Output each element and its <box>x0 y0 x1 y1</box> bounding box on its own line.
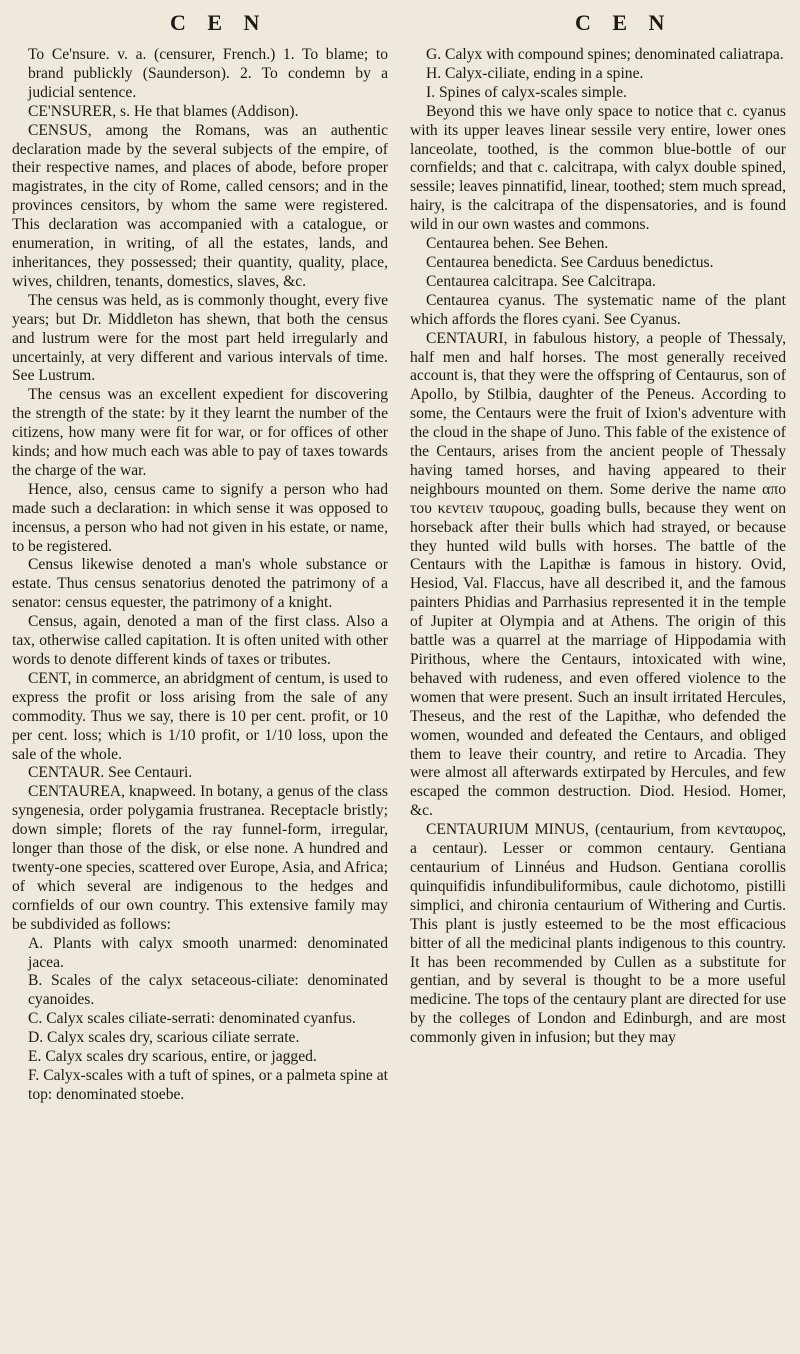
entry-centaurea: CENTAUREA, knapweed. In botany, a genus of the class syngenesia, order polygamia frustranea. Receptacle bristly; down simple; florets of the ray funnel-form, irregular, longer than those of the disk, or else none. A hundred and twenty-one species, scattered over Europe, Asia, and Africa; of which several are indigenous to the hedges and cornfields of our own country. This extensive family may be subdivided as follows: <box>12 783 388 933</box>
entry-censure: To Ce'nsure. v. a. (censurer, French.) 1. To blame; to brand publickly (Saunderson). 2. To condemn by a judicial sentence. <box>28 46 388 101</box>
paragraph: Hence, also, census came to signify a person who had made such a declaration: in which sense it was opposed to incensus, a person who had not given in his estate, or name, to be registered. <box>12 480 388 555</box>
cross-reference: Centaurea calcitrapa. See Calcitrapa. <box>426 272 656 290</box>
cross-reference: Centaurea benedicta. See Carduus benedictus. <box>426 253 714 271</box>
paragraph: The census was held, as is commonly thought, every five years; but Dr. Middleton has shewn, that both the census and lustrum were for the most part held irregularly and uncertainly, at very different and various intervals of time. See Lustrum. <box>12 291 388 385</box>
entry-centaur: CENTAUR. See Centauri. <box>28 764 193 782</box>
paragraph: The census was an excellent expedient for discovering the strength of the state: by it they learnt the number of the citizens, how many were fit for war, or for offices of other kinds; and how much each was able to pay of taxes towards the charge of the war. <box>12 386 388 479</box>
paragraph: Census likewise denoted a man's whole substance or estate. Thus census senatorius denoted the patrimony of a senator: census equester, the patrimony of a knight. <box>12 556 388 612</box>
cross-reference: Centaurea behen. See Behen. <box>426 235 609 253</box>
entry-cent: CENT, in commerce, an abridgment of centum, is used to express the profit or loss arising from the sale of any commodity. Thus we say, there is 10 per cent. profit, or 10 per cent. loss; which is 1/10 profit, or 1/10 loss, upon the sale of the whole. <box>12 669 388 763</box>
paragraph: Beyond this we have only space to notice that c. cyanus with its upper leaves linear sessile very entire, lower ones lanceolate, toothed, is the common blue-bottle of our cornfields; and that c. calcitrapa, with calyx double spined, sessile; leaves pinnatifid, linear, toothed; stem much spread, hairy, is the calcitrapa of the dispensatories, and is found wild in our own wastes and commons. <box>410 102 786 234</box>
running-header-left: C E N <box>170 10 268 35</box>
entry-censurer: CE'NSURER, s. He that blames (Addison). <box>28 102 299 120</box>
entry-centaurium-minus: CENTAURIUM MINUS, (centaurium, from κενταυρος, a centaur). Lesser or common centaury. Gentiana centaurium of Linnéus and Hudson. Gentiana corollis quinquifidis infundibuliformibus, caule dichotomo, pistilli simplici, and chironia centaurium of Withering and Curtis. This plant is justly esteemed to be the most efficacious bitter of all the medicinal plants indigenous to this country. It has been recommended by Cullen as a substitute for gentian, and by several is thought to be a more useful medicine. The tops of the centaury plant are directed for use by the colleges of London and Edinburgh, and are most commonly given in infusion; but they may <box>410 821 786 1047</box>
list-item: G. Calyx with compound spines; denominated caliatrapa. <box>426 46 784 63</box>
list-item: F. Calyx-scales with a tuft of spines, or a palmeta spine at top: denominated stoebe. <box>28 1066 388 1103</box>
list-item: C. Calyx scales ciliate-serrati: denominated cyanfus. <box>28 1010 356 1028</box>
list-item: H. Calyx-ciliate, ending in a spine. <box>426 64 644 82</box>
running-header-right: C E N <box>575 10 673 35</box>
list-item: B. Scales of the calyx setaceous-ciliate: denominated cyanoides. <box>28 972 388 1009</box>
paragraph: Census, again, denoted a man of the first class. Also a tax, otherwise called capitation. It is often united with other words to denote different kinds of taxes or tributes. <box>12 613 388 668</box>
entry-centauri: CENTAURI, in fabulous history, a people of Thessaly, half men and half horses. The most generally received account is, that they were the offspring of Centaurus, son of Apollo, by Stilbia, daughter of the Peneus. According to some, the Centaurs were the fruit of Ixion's adventure with the cloud in the shape of Juno. This fable of the existence of the Centaurs, arises from the ancient people of Thessaly having tamed horses, and having appeared to their neighbours mounted on them. Some derive the name απο του κεντειν ταυρους, goading bulls, because they went on horseback after their bulls which had strayed, or because they hunted wild bulls with horses. The battle of the Centaurs with the Lapithæ is famous in history. Ovid, Hesiod, Val. Flaccus, have all described it, and the famous painters Phidias and Parrhasius represented it in the temple of Jupiter at Olympia and at Athens. The origin of this battle was a quarrel at the marriage of Hippodamia with Pirithous, where the Centaurs, intoxicated with wine, behaved with rudeness, and even offered violence to the women that were present. Such an insult irritated Hercules, Theseus, and the rest of the Lapithæ, who defended the women, wounded and defeated the Centaurs, and obliged them to leave their country, and retire to Arcadia. They were almost all afterwards extirpated by Hercules, and few escaped the common destruction. Diod. Hesiod. Homer, &c. <box>410 329 786 820</box>
left-column <box>12 46 388 1105</box>
right-column <box>410 46 786 1048</box>
list-item: D. Calyx scales dry, scarious ciliate serrate. <box>28 1029 300 1047</box>
list-item: E. Calyx scales dry scarious, entire, or jagged. <box>28 1048 317 1066</box>
list-item: I. Spines of calyx-scales simple. <box>426 83 627 101</box>
list-item: A. Plants with calyx smooth unarmed: denominated jacea. <box>28 934 388 971</box>
cross-reference: Centaurea cyanus. The systematic name of the plant which affords the flores cyani. See Cyanus. <box>410 291 786 328</box>
entry-census: CENSUS, among the Romans, was an authentic declaration made by the several subjects of the empire, of their respective names, and places of abode, before proper magistrates, in the city of Rome, called censors; and in the provinces censitors, by whom the same were registered. This declaration was accompanied with a catalogue, or enumeration, in writing, of all the estates, lands, and inheritances, they possessed; their quantity, quality, place, wives, children, tenants, domestics, slaves, &c. <box>12 121 388 290</box>
